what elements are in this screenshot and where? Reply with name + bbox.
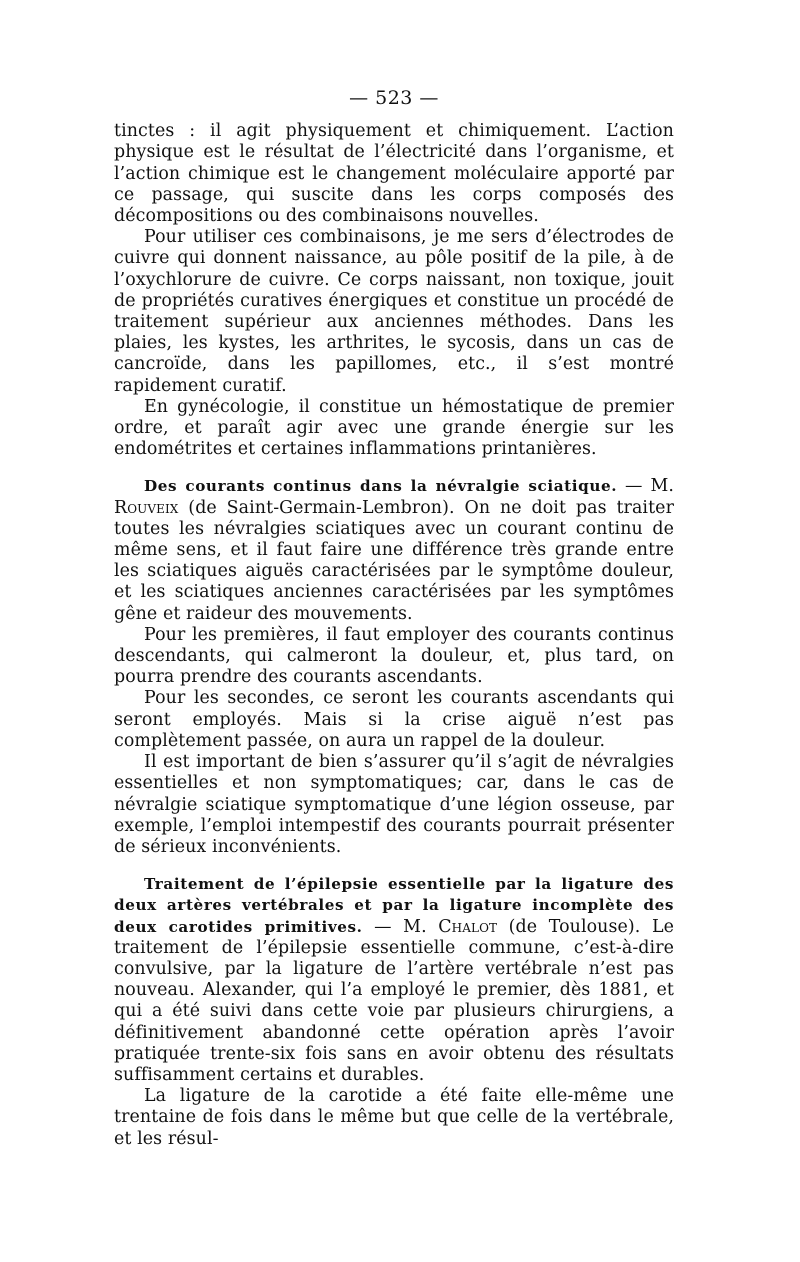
section-epilepsie	[114, 874, 674, 1150]
section-sciatique-paragraph-2: Pour les premières, il faut employer des courants continus descendants, qui calmeront la douleur, et, plus tard, on pourra prendre des courants ascendants.	[114, 624, 674, 688]
section-sciatique-author-prefix: M.	[650, 476, 674, 497]
book-page	[114, 88, 674, 1150]
section-sciatique-author-name: Rouveix	[114, 497, 179, 518]
section-sciatique-paragraph-1: On ne doit pas traiter toutes les névralgies sciatiques avec un courant continu de même sens, et il faut faire une différence très grande entre les sciatiques aiguës caractérisées par le symptôme douleur, et les sciatiques anciennes caractérisées par les symptômes gêne et raideur des mouvements.	[114, 497, 674, 624]
section-sciatique-author-place: (de Saint-Germain-Lembron).	[178, 497, 455, 518]
intro-paragraph-2: Pour utiliser ces combinaisons, je me sers d’électrodes de cuivre qui donnent naissance, au pôle positif de la pile, à de l’oxychlorure de cuivre. Ce corps naissant, non toxique, jouit de propriétés curatives énergiques et constitue un procédé de traitement supérieur aux anciennes méthodes. Dans les plaies, les kystes, les arthrites, le sycosis, dans un cas de cancroïde, dans les papillomes, etc., il s’est montré rapidement curatif.	[114, 227, 674, 396]
section-sciatique-dash: —	[617, 476, 651, 497]
section-epilepsie-title: Traitement de l’épilepsie essentielle par la ligature des deux artères vertébrales et par la ligature incomplète des deux carotides primitives.	[114, 875, 674, 936]
section-epilepsie-opening	[114, 874, 674, 1086]
section-sciatique-title: Des courants continus dans la névralgie sciatique.	[144, 477, 618, 496]
section-epilepsie-author-prefix: M.	[403, 916, 439, 937]
intro-paragraph-3: En gynécologie, il constitue un hémostatique de premier ordre, et paraît agir avec une grande énergie sur les endométrites et certaines inflammations printanières.	[114, 396, 674, 460]
section-sciatique-opening	[114, 476, 674, 624]
intro-paragraph-1: tinctes : il agit physiquement et chimiquement. L’action physique est le résultat de l’électricité dans l’organisme, et l’action chimique est le changement moléculaire apporté par ce passage, qui suscite dans les corps composés des décompositions ou des combinaisons nouvelles.	[114, 121, 674, 227]
section-sciatique-paragraph-3: Pour les secondes, ce seront les courants ascendants qui seront employés. Mais si la crise aiguë n’est pas complètement passée, on aura un rappel de la douleur.	[114, 688, 674, 751]
section-epilepsie-author-place: (de Toulouse).	[497, 916, 641, 937]
section-epilepsie-dash: —	[362, 916, 404, 937]
section-sciatique-paragraph-4: Il est important de bien s’assurer qu’il s’agit de névralgies essentielles et non symptomatiques; car, dans le cas de névralgie sciatique symptomatique d’une légion osseuse, par exemple, l’emploi intempestif des courants pourrait présenter de sérieux inconvénients.	[114, 752, 674, 857]
section-epilepsie-paragraph-1: Le traitement de l’épilepsie essentielle commune, c’est-à-dire convulsive, par la ligature de l’artère vertébrale n’est pas nouveau. Alexander, qui l’a employé le premier, dès 1881, et qui a été suivi dans cette voie par plusieurs chirurgiens, a définitivement abandonné cette opération après l’avoir pratiquée trente-six fois sans en avoir obtenu des résultats suffisamment certains et durables.	[114, 916, 675, 1085]
section-sciatique	[114, 476, 674, 858]
page-number: — 523 —	[349, 87, 439, 109]
section-epilepsie-paragraph-2: La ligature de la carotide a été faite elle-même une trentaine de fois dans le même but que celle de la vertébrale, et les résul-	[114, 1086, 674, 1149]
section-epilepsie-author-name: Chalot	[438, 916, 498, 937]
